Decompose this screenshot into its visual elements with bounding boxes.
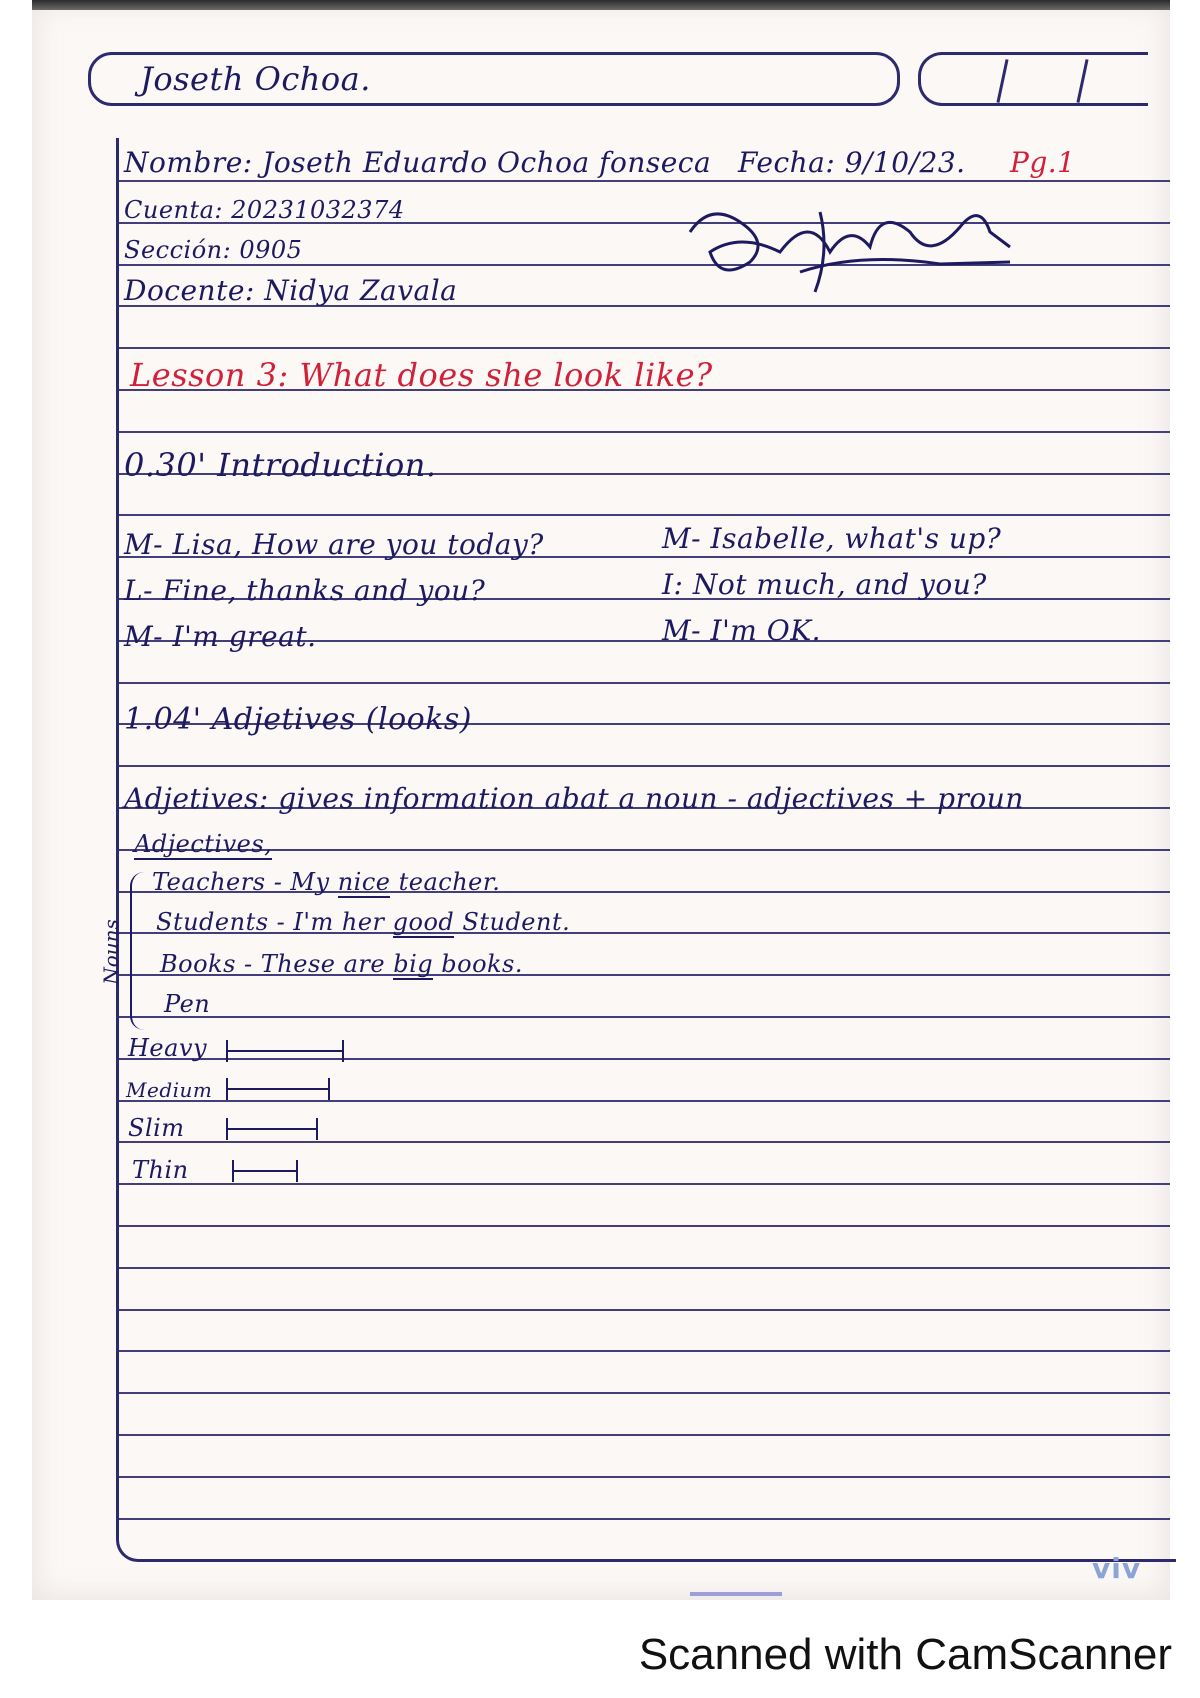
size-medium-tick-start xyxy=(226,1078,228,1100)
example-sentence-post: books. xyxy=(433,950,524,978)
date-header-box xyxy=(918,52,1148,106)
ruled-line xyxy=(118,1141,1170,1143)
dialogue-left-2: L- Fine, thanks and you? xyxy=(124,574,486,607)
ruled-line xyxy=(118,1016,1170,1018)
intro-heading: 0.30' Introduction. xyxy=(124,446,437,484)
ruled-line xyxy=(118,180,1170,182)
ruled-line xyxy=(118,1392,1170,1394)
ruled-line xyxy=(118,765,1170,767)
ruled-line xyxy=(118,514,1170,516)
size-slim-tick-start xyxy=(226,1118,228,1140)
example-sentence-post: teacher. xyxy=(390,868,501,896)
ruled-line xyxy=(118,1476,1170,1478)
docente-line: Docente: Nidya Zavala xyxy=(124,274,458,307)
page-top-edge xyxy=(32,0,1170,10)
bottom-ink-mark xyxy=(690,1592,782,1596)
example-adjective: good xyxy=(392,908,455,936)
lesson-title: Lesson 3: What does she look like? xyxy=(130,356,713,394)
adjectives-definition: Adjetives: gives information abat a noun - adjectives + proun xyxy=(124,782,1024,815)
size-slim-bar xyxy=(226,1128,318,1130)
student-name-header: Joseth Ochoa. xyxy=(140,60,371,98)
ruled-line xyxy=(118,1058,1170,1060)
cuenta-line: Cuenta: 20231032374 xyxy=(124,196,405,224)
dialogue-left-1: M- Lisa, How are you today? xyxy=(124,528,544,561)
ruled-line xyxy=(118,1518,1170,1520)
ruled-line xyxy=(118,1100,1170,1102)
example-noun: Books xyxy=(160,950,236,978)
example-row-2 xyxy=(156,908,570,936)
ruled-line xyxy=(118,1309,1170,1311)
ruled-line xyxy=(118,431,1170,433)
example-row-3 xyxy=(160,950,523,978)
fecha-line: Fecha: 9/10/23. xyxy=(738,146,966,179)
nouns-brace xyxy=(130,872,150,1030)
ruled-line xyxy=(118,682,1170,684)
size-heavy-label: Heavy xyxy=(128,1034,208,1062)
ruled-line xyxy=(118,347,1170,349)
signature xyxy=(680,192,1020,302)
size-thin-bar xyxy=(232,1170,298,1172)
example-row-4 xyxy=(164,990,210,1018)
size-slim-label: Slim xyxy=(128,1114,185,1142)
example-adjective: nice xyxy=(337,868,391,896)
example-sentence-pre: - My xyxy=(273,868,338,896)
size-heavy-bar xyxy=(226,1050,344,1052)
ruled-line xyxy=(118,1267,1170,1269)
ruled-line xyxy=(118,1434,1170,1436)
ruled-line xyxy=(118,849,1170,851)
ruled-line xyxy=(118,1225,1170,1227)
date-separator-1 xyxy=(996,59,1008,103)
size-medium-tick-end xyxy=(328,1078,330,1100)
size-medium-label: Medium xyxy=(126,1078,213,1102)
size-thin-label: Thin xyxy=(132,1156,189,1184)
adjectives-label: Adjectives, xyxy=(134,830,273,858)
example-sentence-pre: - These are xyxy=(244,950,394,978)
dialogue-left-3: M- I'm great. xyxy=(124,620,317,653)
example-sentence-pre: - I'm her xyxy=(276,908,393,936)
size-thin-tick-start xyxy=(232,1160,234,1182)
dialogue-right-2: I: Not much, and you? xyxy=(662,568,987,601)
viv-watermark: viv xyxy=(1092,1552,1142,1585)
ruled-line xyxy=(118,1183,1170,1185)
size-thin-tick-end xyxy=(296,1160,298,1182)
example-noun: Pen xyxy=(164,990,211,1018)
dialogue-right-3: M- I'm OK. xyxy=(662,614,822,647)
dialogue-right-1: M- Isabelle, what's up? xyxy=(662,522,1002,555)
size-medium-bar xyxy=(226,1088,330,1090)
size-heavy-tick-start xyxy=(226,1040,228,1062)
adjectives-heading: 1.04' Adjetives (looks) xyxy=(124,702,472,737)
example-noun: Teachers xyxy=(152,868,266,896)
size-heavy-tick-end xyxy=(342,1040,344,1062)
size-slim-tick-end xyxy=(316,1118,318,1140)
ruled-line xyxy=(118,1350,1170,1352)
camscanner-label: Scanned with CamScanner xyxy=(638,1630,1172,1679)
seccion-line: Sección: 0905 xyxy=(124,236,303,264)
example-noun: Students xyxy=(156,908,269,936)
nouns-label: Nouns xyxy=(98,919,123,985)
page-number: Pg.1 xyxy=(1010,146,1076,179)
example-adjective: big xyxy=(393,950,434,978)
date-separator-2 xyxy=(1076,59,1088,103)
example-sentence-post: Student. xyxy=(454,908,571,936)
nombre-line: Nombre: Joseth Eduardo Ochoa fonseca xyxy=(124,146,712,179)
example-row-1 xyxy=(152,868,500,896)
